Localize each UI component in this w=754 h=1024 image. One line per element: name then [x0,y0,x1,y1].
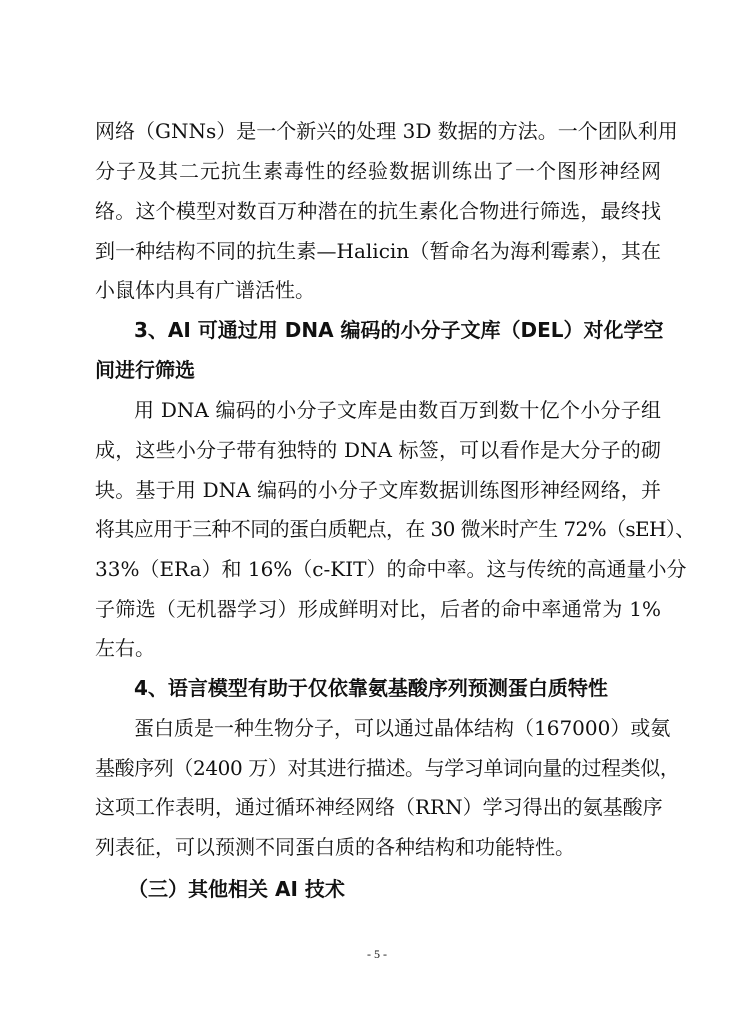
text-line: 基酸序列（2400 万）对其进行描述。与学习单词向量的过程类似， [95,756,680,780]
subsection-heading: （三）其他相关 AI 技术 [128,877,345,901]
text-line: 到一种结构不同的抗生素—Halicin（暂命名为海利霉素），其在 [95,239,661,263]
text-line: 小鼠体内具有广谱活性。 [95,278,315,302]
text-line: 络。这个模型对数百万种潜在的抗生素化合物进行筛选，最终找 [95,199,661,223]
text-line: 成，这些小分子带有独特的 DNA 标签，可以看作是大分子的砌 [95,438,661,462]
text-line: 分子及其二元抗生素毒性的经验数据训练出了一个图形神经网 [95,159,661,183]
text-line: 蛋白质是一种生物分子，可以通过晶体结构（167000）或氨 [134,716,671,740]
text-line: 将其应用于三种不同的蛋白质靶点，在 30 微米时产生 72%（sEH）、 [95,517,695,541]
section-3-heading-cont: 间进行筛选 [95,358,195,382]
text-line: 用 DNA 编码的小分子文库是由数百万到数十亿个小分子组 [134,398,661,422]
section-4-heading: 4、语言模型有助于仅依靠氨基酸序列预测蛋白质特性 [134,676,608,700]
text-line: 网络（GNNs）是一个新兴的处理 3D 数据的方法。一个团队利用 [95,119,678,143]
text-line: 子筛选（无机器学习）形成鲜明对比，后者的命中率通常为 1% [95,597,661,621]
text-line: 33%（ERa）和 16%（c-KIT）的命中率。这与传统的高通量小分 [95,557,687,581]
text-line: 块。基于用 DNA 编码的小分子文库数据训练图形神经网络，并 [95,478,661,502]
text-line: 这项工作表明，通过循环神经网络（RRN）学习得出的氨基酸序 [95,795,663,819]
section-3-heading: 3、AI 可通过用 DNA 编码的小分子文库（DEL）对化学空 [134,318,664,342]
text-line: 列表征，可以预测不同蛋白质的各种结构和功能特性。 [95,835,575,859]
page-number: - 5 - [367,947,387,961]
text-line: 左右。 [95,636,155,660]
